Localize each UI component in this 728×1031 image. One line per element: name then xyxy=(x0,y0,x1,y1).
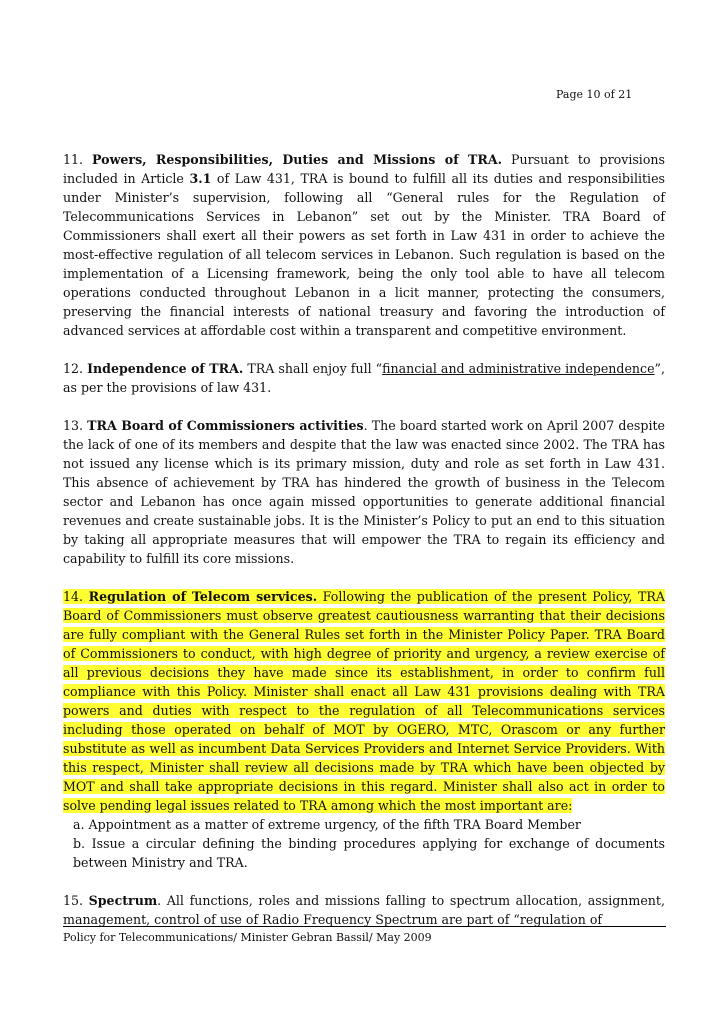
section-14-title: Regulation of Telecom services. xyxy=(88,589,318,604)
section-12-number: 12. xyxy=(63,361,88,376)
section-15-text-1: . All functions, roles and missions falling to spectrum allocation, assignment, management, control of use of Radio Frequency Spectrum are part of “regulation of xyxy=(63,893,665,927)
section-14-number: 14. xyxy=(63,589,89,604)
section-11 xyxy=(63,150,665,340)
footer-divider xyxy=(63,926,666,927)
section-14-list xyxy=(63,815,665,872)
section-14-text-1: Following the publication of the present Policy, TRA Board of Commissioners must observe greatest cautiousness warranting that their decisions are fully compliant with the General Rules set forth in the Minister Policy Paper. TRA Board of Commissioners to conduct, with high degree of priority and urgency, a review exercise of all previous decisions they have made since its establishment, in order to confirm full compliance with this Policy. Minister shall enact all Law 431 provisions dealing with TRA powers and duties with respect to the regulation of all Telecommunications services including those operated on behalf of MOT by OGERO, MTC, Orascom or any further substitute as well as incumbent Data Services Providers and Internet Service Providers. With this respect, Minister shall review all decisions made by TRA which have been objected by MOT and shall take appropriate decisions in this regard. Minister shall also act in order to solve pending legal issues related to TRA among which the most important are: xyxy=(63,589,665,813)
section-12-text-1: TRA shall enjoy full “ xyxy=(243,361,383,376)
section-13-title: TRA Board of Commissioners activities xyxy=(87,418,364,433)
section-15 xyxy=(63,891,665,929)
section-11-article: 3.1 xyxy=(189,171,212,186)
section-11-text-1: Pursuant to provisions included in Article xyxy=(63,152,665,186)
section-12-underlined: financial and administrative independence xyxy=(382,361,655,376)
section-14 xyxy=(63,587,665,815)
footer-text: Policy for Telecommunications/ Minister Gebran Bassil/ May 2009 xyxy=(63,931,432,944)
section-15-title: Spectrum xyxy=(88,893,158,908)
page-number: Page 10 of 21 xyxy=(556,88,633,101)
section-13-number: 13. xyxy=(63,418,88,433)
section-12-text-2: ”, as per the provisions of law 431. xyxy=(63,361,665,395)
section-15-number: 15. xyxy=(63,893,89,908)
section-13-text-1: . The board started work on April 2007 despite the lack of one of its members and despite that the law was enacted since 2002. The TRA has not issued any license which is its primary mission, duty and role as set forth in Law 431. This absence of achievement by TRA has hindered the growth of business in the Telecom sector and Lebanon has once again missed opportunities to generate additional financial revenues and create sustainable jobs. It is the Minister’s Policy to put an end to this situation by taking all appropriate measures that will empower the TRA to regain its efficiency and capability to fulfill its core missions. xyxy=(63,418,665,566)
section-13 xyxy=(63,416,665,568)
list-item: b. Issue a circular defining the binding procedures applying for exchange of documents between Ministry and TRA. xyxy=(73,836,665,870)
section-11-number: 11. xyxy=(63,152,93,167)
section-11-title: Powers, Responsibilities, Duties and Missions of TRA. xyxy=(92,152,502,167)
list-item: a. Appointment as a matter of extreme urgency, of the fifth TRA Board Member xyxy=(73,817,581,832)
section-12-title: Independence of TRA. xyxy=(87,361,244,376)
section-11-text-2: of Law 431, TRA is bound to fulfill all its duties and responsibilities under Minister’s supervision, following all “General rules for the Regulation of Telecommunications Services in Lebanon” set out by the Minister. TRA Board of Commissioners shall exert all their powers as set forth in Law 431 in order to achieve the most-effective regulation of all telecom services in Lebanon. Such regulation is based on the implementation of a Licensing framework, being the only tool able to have all telecom operations conducted throughout Lebanon in a licit manner, protecting the consumers, preserving the financial interests of national treasury and favoring the introduction of advanced services at affordable cost within a transparent and competitive environment. xyxy=(63,171,666,338)
document-body xyxy=(63,150,665,948)
section-12 xyxy=(63,359,665,397)
